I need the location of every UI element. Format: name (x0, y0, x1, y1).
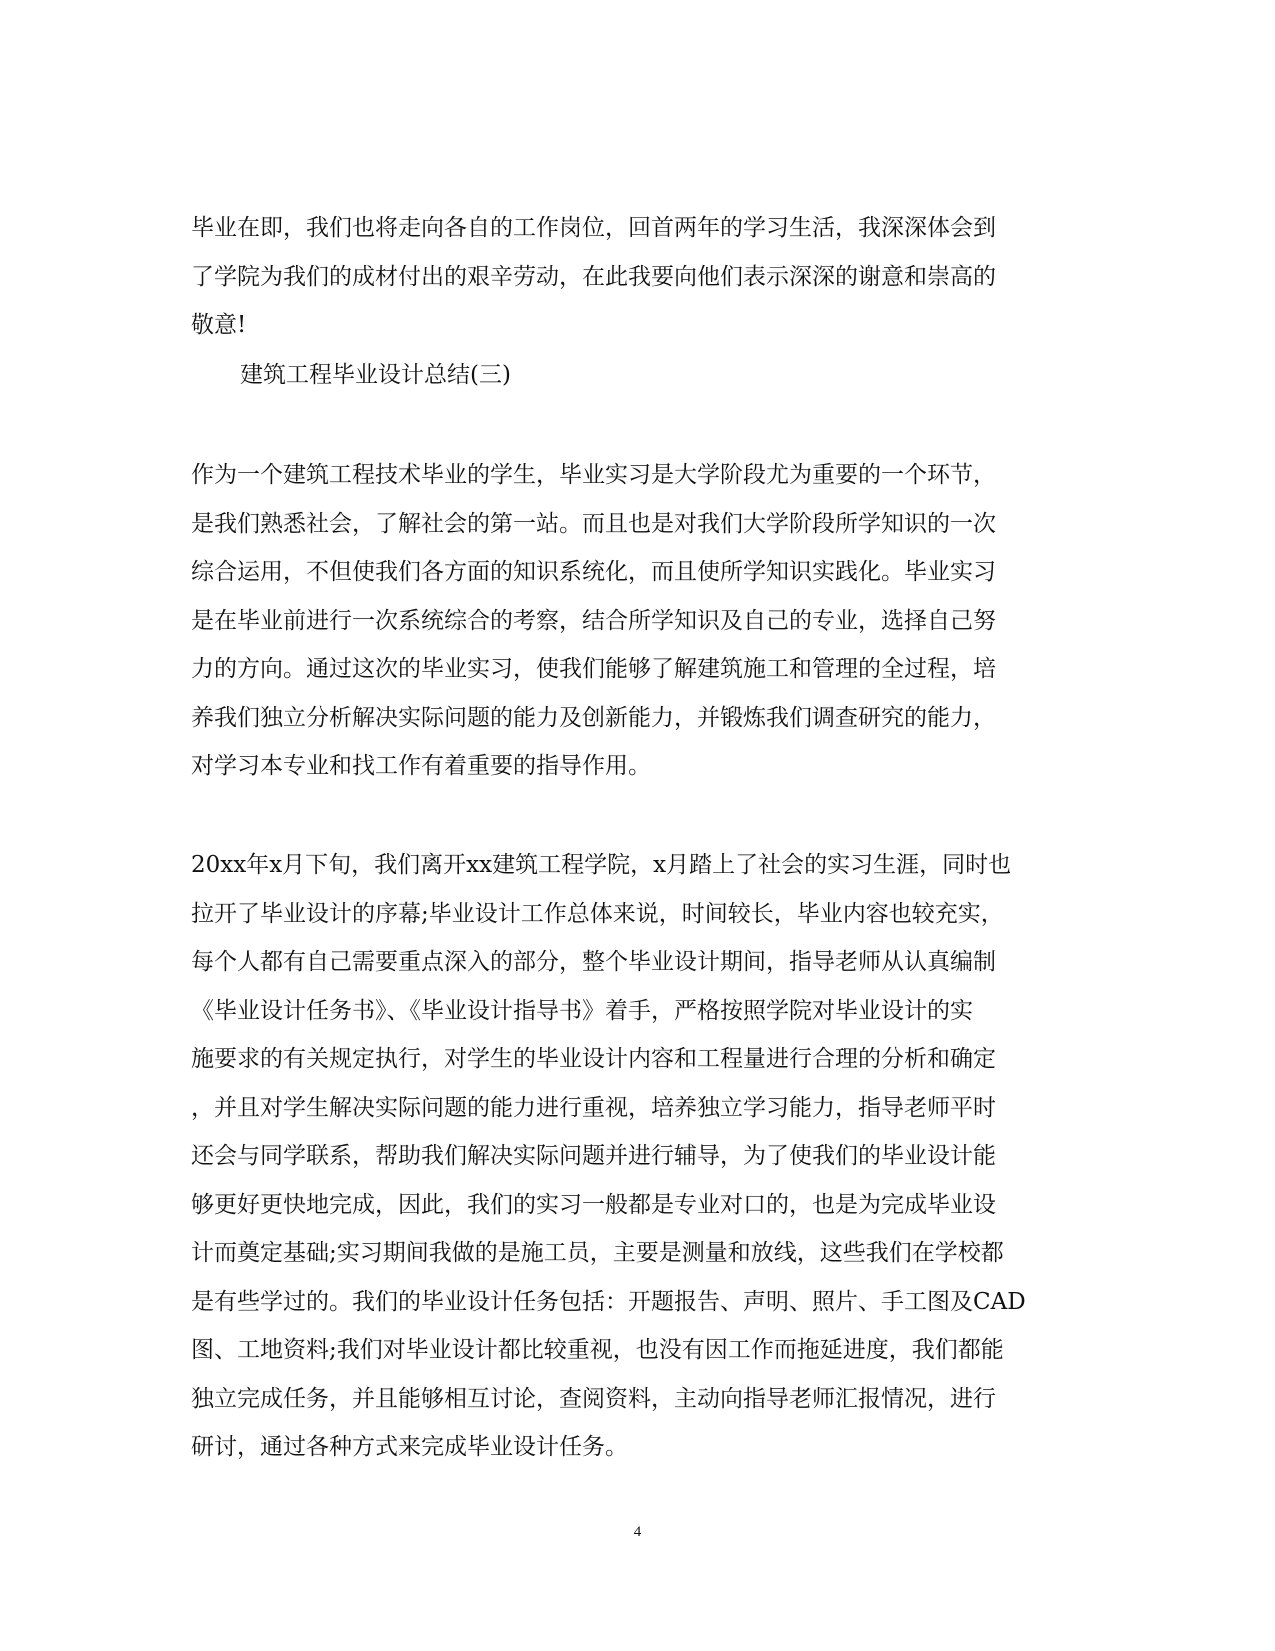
paragraph-line: 20xx年x月下旬，我们离开xx建筑工程学院，x月踏上了社会的实习生涯，同时也 (191, 852, 1012, 878)
paragraph-line: 每个人都有自己需要重点深入的部分，整个毕业设计期间，指导老师从认真编制 (191, 949, 996, 975)
paragraph-line: ，并且对学生解决实际问题的能力进行重视，培养独立学习能力，指导老师平时 (191, 1094, 996, 1121)
section-heading: 建筑工程毕业设计总结(三) (240, 362, 511, 388)
paragraph-line: 敬意! (191, 312, 247, 338)
paragraph-closing-thanks (191, 204, 1086, 350)
paragraph-line: 对学习本专业和找工作有着重要的指导作用。 (191, 753, 651, 779)
paragraph-line: 是我们熟悉社会，了解社会的第一站。而且也是对我们大学阶段所学知识的一次 (191, 510, 996, 537)
paragraph-line: 研讨，通过各种方式来完成毕业设计任务。 (191, 1434, 628, 1460)
paragraph-line: 独立完成任务，并且能够相互讨论，查阅资料，主动向指导老师汇报情况，进行 (191, 1385, 996, 1412)
paragraph-line: 综合运用，不但使我们各方面的知识系统化，而且使所学知识实践化。毕业实习 (191, 559, 996, 585)
paragraph-internship-intro (191, 451, 1086, 791)
paragraph-line: 图、工地资料;我们对毕业设计都比较重视，也没有因工作而拖延进度，我们都能 (191, 1337, 1004, 1363)
paragraph-line: 力的方向。通过这次的毕业实习，使我们能够了解建筑施工和管理的全过程，培 (191, 656, 996, 682)
paragraph-line: 《毕业设计任务书》、《毕业设计指导书》着手，严格按照学院对毕业设计的实 (191, 997, 973, 1024)
paragraph-design-process (191, 841, 1086, 1472)
paragraph-line: 施要求的有关规定执行，对学生的毕业设计内容和工程量进行合理的分析和确定 (191, 1046, 996, 1072)
paragraph-line: 毕业在即，我们也将走向各自的工作岗位，回首两年的学习生活，我深深体会到 (191, 215, 996, 241)
paragraph-line: 还会与同学联系，帮助我们解决实际问题并进行辅导，为了使我们的毕业设计能 (191, 1143, 996, 1169)
paragraph-line: 是有些学过的。我们的毕业设计任务包括：开题报告、声明、照片、手工图及CAD (191, 1288, 1026, 1315)
paragraph-line: 够更好更快地完成，因此，我们的实习一般都是专业对口的，也是为完成毕业设 (191, 1191, 996, 1218)
paragraph-line: 计而奠定基础;实习期间我做的是施工员，主要是测量和放线，这些我们在学校都 (191, 1240, 1004, 1266)
page-number: 4 (633, 1524, 642, 1540)
paragraph-line: 了学院为我们的成材付出的艰辛劳动，在此我要向他们表示深深的谢意和崇高的 (191, 263, 996, 290)
paragraph-line: 拉开了毕业设计的序幕;毕业设计工作总体来说，时间较长，毕业内容也较充实， (191, 900, 1004, 927)
paragraph-line: 作为一个建筑工程技术毕业的学生，毕业实习是大学阶段尤为重要的一个环节， (191, 462, 996, 488)
paragraph-line: 养我们独立分析解决实际问题的能力及创新能力，并锻炼我们调查研究的能力， (191, 704, 996, 731)
paragraph-line: 是在毕业前进行一次系统综合的考察，结合所学知识及自己的专业，选择自己努 (191, 607, 996, 634)
